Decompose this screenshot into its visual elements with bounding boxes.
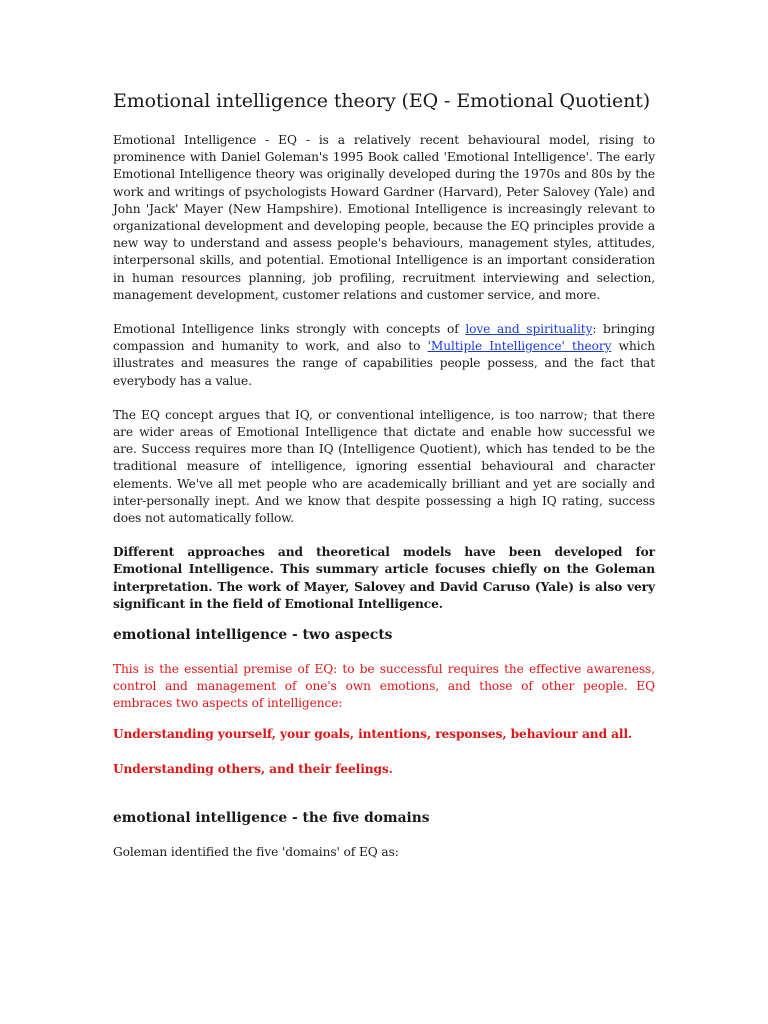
love-and-spirituality-link[interactable]: love and spirituality (465, 322, 593, 337)
links-paragraph-text-end: which illustrates and measures the range of capabilities people possess, and the fact that everybody has a value. (113, 339, 655, 388)
two-aspects-heading: emotional intelligence - two aspects (113, 627, 393, 644)
multiple-intelligence-theory-link[interactable]: 'Multiple Intelligence' theory (427, 339, 612, 354)
eq-premise-paragraph: This is the essential premise of EQ: to be successful requires the effective awareness, control and management of one's own emotions, and those of other people. EQ embraces two aspects of intelligence: (113, 662, 655, 711)
aspect-understanding-others: Understanding others, and their feelings. (113, 761, 393, 776)
approaches-paragraph: Different approaches and theoretical models have been developed for Emotional Intelligence. This summary article focuses chiefly on the Goleman interpretation. The work of Mayer, Salovey and David Caruso (Yale) is also very significant in the field of Emotional Intelligence. (113, 545, 655, 611)
links-paragraph-text-middle: : bringing compassion and humanity to work, and also to (113, 322, 655, 354)
aspect-understanding-yourself: Understanding yourself, your goals, intentions, responses, behaviour and all. (113, 726, 633, 741)
eq-concept-paragraph: The EQ concept argues that IQ, or conventional intelligence, is too narrow; that there are wider areas of Emotional Intelligence that dictate and enable how successful we are. Success requires more than IQ (Intelligence Quotient), which has tended to be the traditional measure of intelligence, ignoring essential behavioural and character elements. We've all met people who are academically brilliant and yet are socially and inter-personally inept. And we know that despite possessing a high IQ rating, success does not automatically follow. (113, 407, 655, 526)
intro-paragraph: Emotional Intelligence - EQ - is a relatively recent behavioural model, rising to prominence with Daniel Goleman's 1995 Book called 'Emotional Intelligence'. The early Emotional Intelligence theory was originally developed during the 1970s and 80s by the work and writings of psychologists Howard Gardner (Harvard), Peter Salovey (Yale) and John 'Jack' Mayer (New Hampshire). Emotional Intelligence is increasingly relevant to organizational development and developing people, because the EQ principles provide a new way to understand and assess people's behaviours, management styles, attitudes, interpersonal skills, and potential. Emotional Intelligence is an important consideration in human resources planning, job profiling, recruitment interviewing and selection, management development, customer relations and customer service, and more. (113, 133, 655, 302)
five-domains-heading: emotional intelligence - the five domains (113, 810, 430, 827)
links-paragraph-text-start: Emotional Intelligence links strongly with concepts of (113, 322, 466, 337)
five-domains-intro: Goleman identified the five 'domains' of EQ as: (113, 845, 399, 860)
document-page (113, 88, 655, 861)
links-paragraph (113, 321, 655, 390)
page-title: Emotional intelligence theory (EQ - Emotional Quotient) (113, 90, 651, 112)
